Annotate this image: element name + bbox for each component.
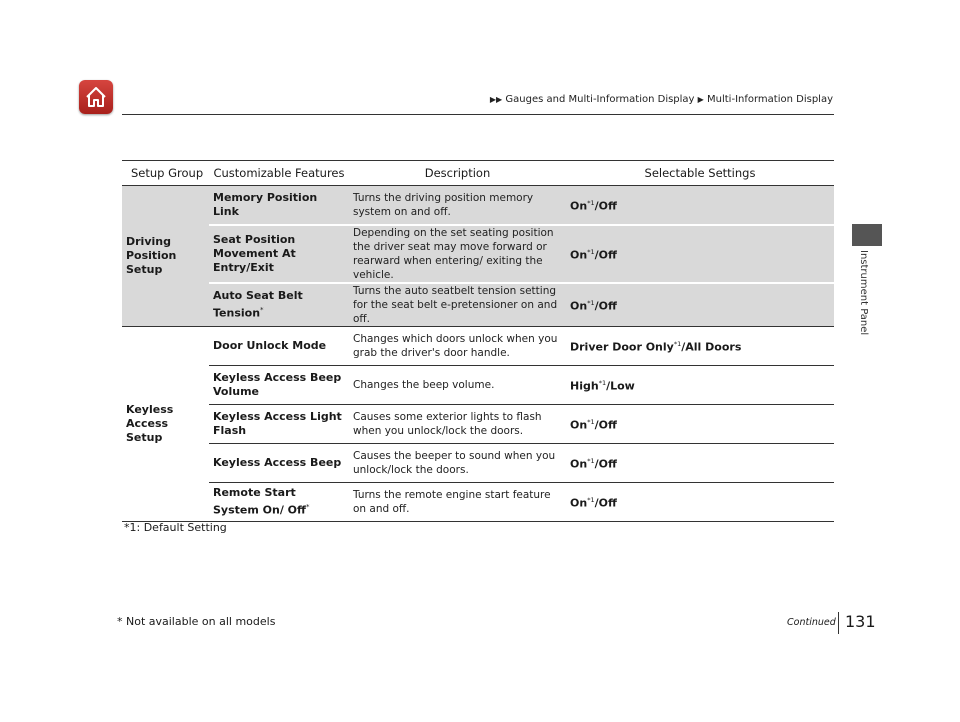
feature-name-text: Remote Start System On/ Off [213,485,306,517]
settings-table [122,160,834,522]
feature-description: Turns the driving position memory system on and off. [349,186,566,225]
setting-option: Off [598,248,617,262]
section-tab-marker [852,224,882,246]
default-marker: *1 [587,298,595,307]
setting-option: On [570,496,588,510]
column-header: Customizable Features [209,161,349,186]
feature-description: Changes the beep volume. [349,365,566,404]
column-header: Description [349,161,566,186]
feature-name: Keyless Access Light Flash [209,404,349,443]
setting-option: All Doors [685,340,742,354]
header-divider [122,114,834,115]
home-button[interactable] [79,80,113,114]
feature-description: Changes which doors unlock when you grab the driver's door handle. [349,326,566,365]
default-marker: *1 [587,247,595,256]
table-header-row [122,161,834,186]
selectable-settings: On$^{*1}$/Off [566,186,834,225]
setting-option: Off [598,418,617,432]
column-header: Setup Group [122,161,209,186]
breadcrumb-item[interactable]: Multi-Information Display [707,94,833,105]
feature-description: Depending on the set seating position the driver seat may move forward or rearward when entering/ exiting the vehicle. [349,225,566,283]
column-header: Selectable Settings [566,161,834,186]
table-row [122,365,834,404]
feature-name: Keyless Access Beep Volume [209,365,349,404]
setting-option: Off [598,496,617,510]
default-marker: *1 [587,456,595,465]
feature-name: Memory Position Link [209,186,349,225]
table-row [122,326,834,365]
setting-option: On [570,199,588,213]
breadcrumb-item[interactable]: Gauges and Multi-Information Display [505,94,695,105]
table-row [122,443,834,482]
feature-description: Causes the beeper to sound when you unlock/lock the doors. [349,443,566,482]
page-number: 131 [845,612,876,631]
table-row [122,186,834,225]
continued-label: Continued [787,617,836,628]
selectable-settings: On$^{*1}$/Off [566,283,834,327]
setting-option: On [570,299,588,313]
setting-option: Off [598,457,617,471]
section-label: Instrument Panel [858,250,869,336]
default-marker: *1 [587,198,595,207]
setting-option: High [570,379,599,393]
feature-description: Causes some exterior lights to flash when you unlock/lock the doors. [349,404,566,443]
breadcrumb-arrow-icon: ▶ [697,95,704,104]
setting-option: Driver Door Only [570,340,674,354]
setting-option: Off [598,199,617,213]
selectable-settings: On$^{*1}$/Off [566,482,834,521]
feature-name: Seat Position Movement At Entry/Exit [209,225,349,283]
setting-option: Low [610,379,635,393]
asterisk-marker: * [260,305,264,314]
breadcrumb-arrow-icon: ▶▶ [489,95,503,104]
feature-name: Keyless Access Beep [209,443,349,482]
feature-name-text: Auto Seat Belt Tension [213,288,303,320]
table-row [122,283,834,327]
feature-name: Door Unlock Mode [209,326,349,365]
selectable-settings: On$^{*1}$/Off [566,225,834,283]
default-marker: *1 [587,495,595,504]
feature-name [209,283,349,327]
feature-description: Turns the remote engine start feature on and off. [349,482,566,521]
feature-description: Turns the auto seatbelt tension setting for the seat belt e-pretensioner on and off. [349,283,566,327]
setup-group: Keyless Access Setup [122,326,209,521]
feature-name [209,482,349,521]
selectable-settings: High$^{*1}$/Low [566,365,834,404]
default-setting-footnote: *1: Default Setting [124,521,227,534]
setting-option: On [570,248,588,262]
availability-footnote: * Not available on all models [117,615,276,628]
table-row [122,404,834,443]
setting-option: Off [598,299,617,313]
table-row [122,482,834,521]
footer-divider [838,612,839,634]
selectable-settings: On$^{*1}$/Off [566,404,834,443]
setting-option: On [570,418,588,432]
selectable-settings: Driver Door Only$^{*1}$/All Doors [566,326,834,365]
setting-option: On [570,457,588,471]
home-icon [84,85,108,109]
selectable-settings: On$^{*1}$/Off [566,443,834,482]
default-marker: *1 [673,339,682,348]
setup-group: Driving Position Setup [122,186,209,327]
default-marker: *1 [587,417,595,426]
default-marker: *1 [598,378,607,387]
asterisk-marker: * [305,502,310,511]
table-row [122,225,834,283]
breadcrumb [490,94,833,105]
